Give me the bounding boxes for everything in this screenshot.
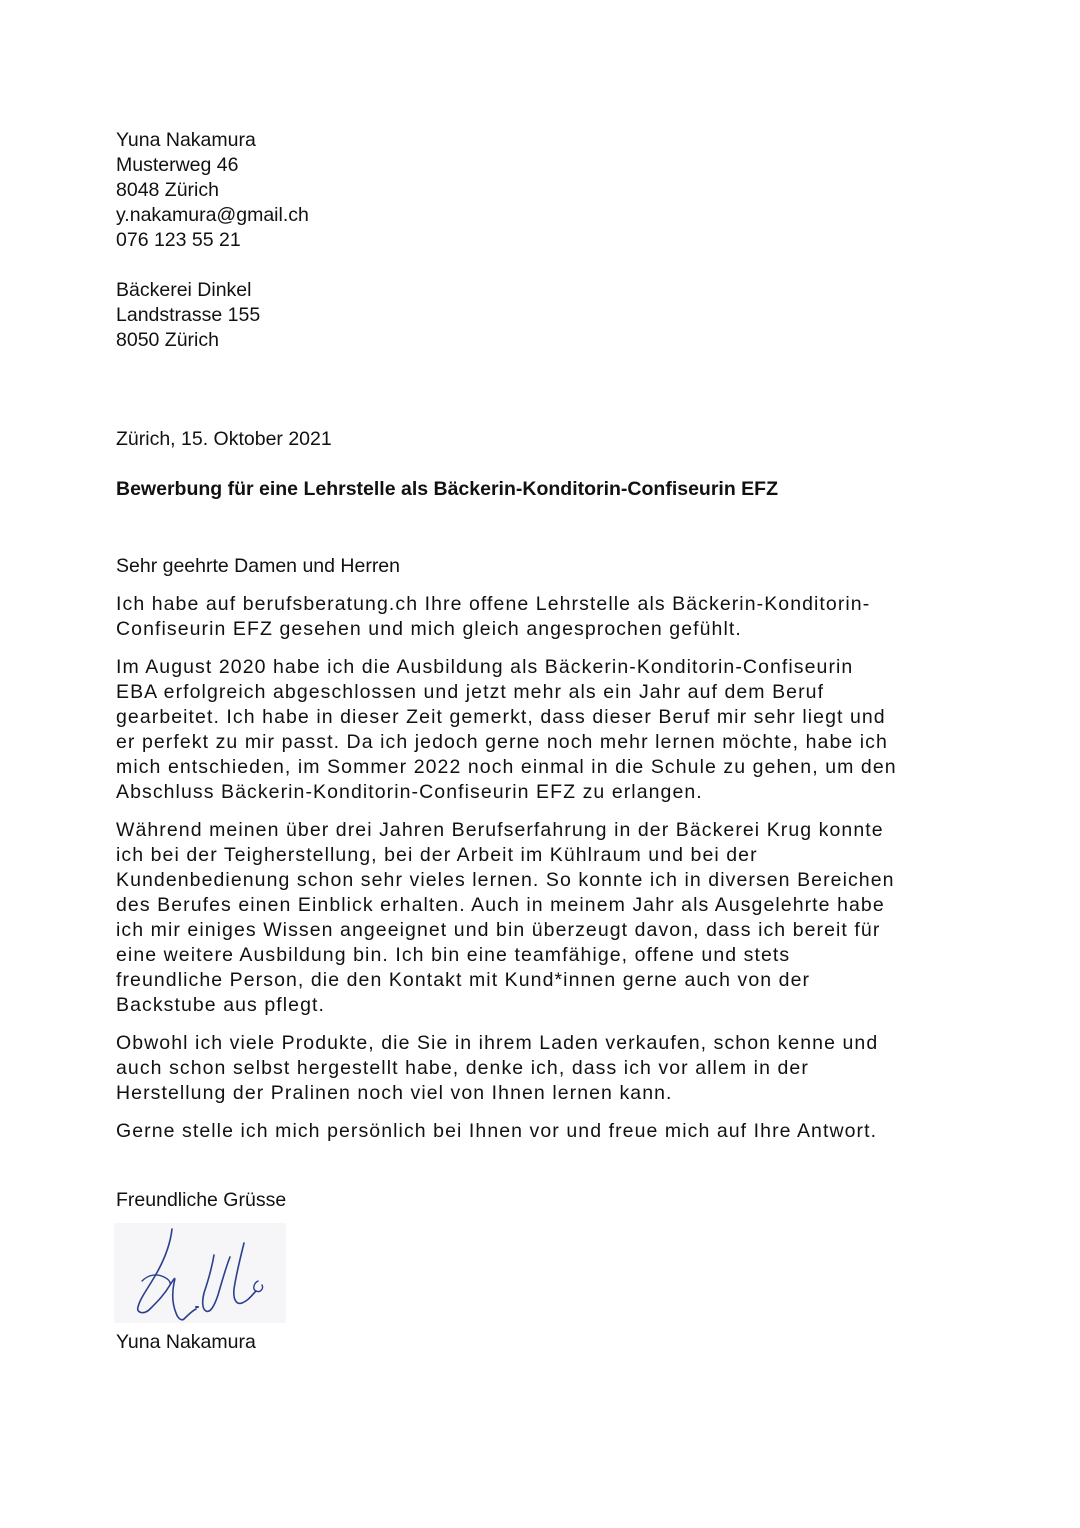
body-paragraph-3 (116, 818, 946, 1018)
signature-icon (114, 1223, 286, 1323)
recipient-city: 8050 Zürich (116, 329, 219, 351)
salutation: Sehr geehrte Damen und Herren (116, 555, 400, 577)
recipient-street: Landstrasse 155 (116, 304, 261, 326)
paragraph-line: Kundenbedienung schon sehr vieles lernen. So konnte ich in diversen Bereichen (116, 869, 895, 891)
paragraph-line: Backstube aus pflegt. (116, 994, 325, 1016)
recipient-name: Bäckerei Dinkel (116, 279, 252, 301)
paragraph-line: Confiseurin EFZ gesehen und mich gleich angesprochen gefühlt. (116, 618, 742, 640)
sender-phone: 076 123 55 21 (116, 229, 241, 251)
body-paragraph-4 (116, 1031, 946, 1106)
paragraph-line: gearbeitet. Ich habe in dieser Zeit gemerkt, dass dieser Beruf mir sehr liegt und (116, 706, 886, 728)
paragraph-line: Herstellung der Pralinen noch viel von Ihnen lernen kann. (116, 1082, 673, 1104)
paragraph-line: er perfekt zu mir passt. Da ich jedoch gerne noch mehr lernen möchte, habe ich (116, 731, 888, 753)
paragraph-line: Ich habe auf berufsberatung.ch Ihre offene Lehrstelle als Bäckerin-Konditorin- (116, 593, 871, 615)
paragraph-line: EBA erfolgreich abgeschlossen und jetzt mehr als ein Jahr auf dem Beruf (116, 681, 825, 703)
letter-subject: Bewerbung für eine Lehrstelle als Bäckerin-Konditorin-Confiseurin EFZ (116, 478, 779, 500)
paragraph-line: Im August 2020 habe ich die Ausbildung als Bäckerin-Konditorin-Confiseurin (116, 656, 854, 678)
body-paragraph-5 (116, 1119, 946, 1144)
paragraph-line: ich bei der Teigherstellung, bei der Arbeit im Kühlraum und bei der (116, 844, 758, 866)
paragraph-line: freundliche Person, die den Kontakt mit Kund*innen gerne auch von der (116, 969, 811, 991)
paragraph-line: mich entschieden, im Sommer 2022 noch einmal in die Schule zu gehen, um den (116, 756, 897, 778)
sender-address (116, 128, 946, 253)
closing: Freundliche Grüsse (116, 1189, 287, 1211)
paragraph-line: ich mir einiges Wissen angeeignet und bin überzeugt davon, dass ich bereit für (116, 919, 881, 941)
letter (116, 128, 946, 1355)
sender-name: Yuna Nakamura (116, 129, 256, 151)
paragraph-line: Obwohl ich viele Produkte, die Sie in ihrem Laden verkaufen, schon kenne und (116, 1032, 879, 1054)
paragraph-line: Abschluss Bäckerin-Konditorin-Confiseurin EFZ zu erlangen. (116, 781, 703, 803)
body-paragraph-2 (116, 655, 946, 805)
sender-city: 8048 Zürich (116, 179, 219, 201)
paragraph-line: auch schon selbst hergestellt habe, denke ich, dass ich vor allem in der (116, 1057, 809, 1079)
paragraph-line: des Berufes einen Einblick erhalten. Auch in meinem Jahr als Ausgelehrte habe (116, 894, 885, 916)
paragraph-line: Während meinen über drei Jahren Berufserfahrung in der Bäckerei Krug konnte (116, 819, 884, 841)
sender-street: Musterweg 46 (116, 154, 239, 176)
sender-email: y.nakamura@gmail.ch (116, 204, 309, 226)
paragraph-line: eine weitere Ausbildung bin. Ich bin eine teamfähige, offene und stets (116, 944, 791, 966)
body-paragraph-1 (116, 592, 946, 642)
signer-name: Yuna Nakamura (116, 1331, 256, 1353)
letter-date: Zürich, 15. Oktober 2021 (116, 428, 332, 450)
paragraph-line: Gerne stelle ich mich persönlich bei Ihnen vor und freue mich auf Ihre Antwort. (116, 1120, 878, 1142)
recipient-address (116, 278, 946, 353)
